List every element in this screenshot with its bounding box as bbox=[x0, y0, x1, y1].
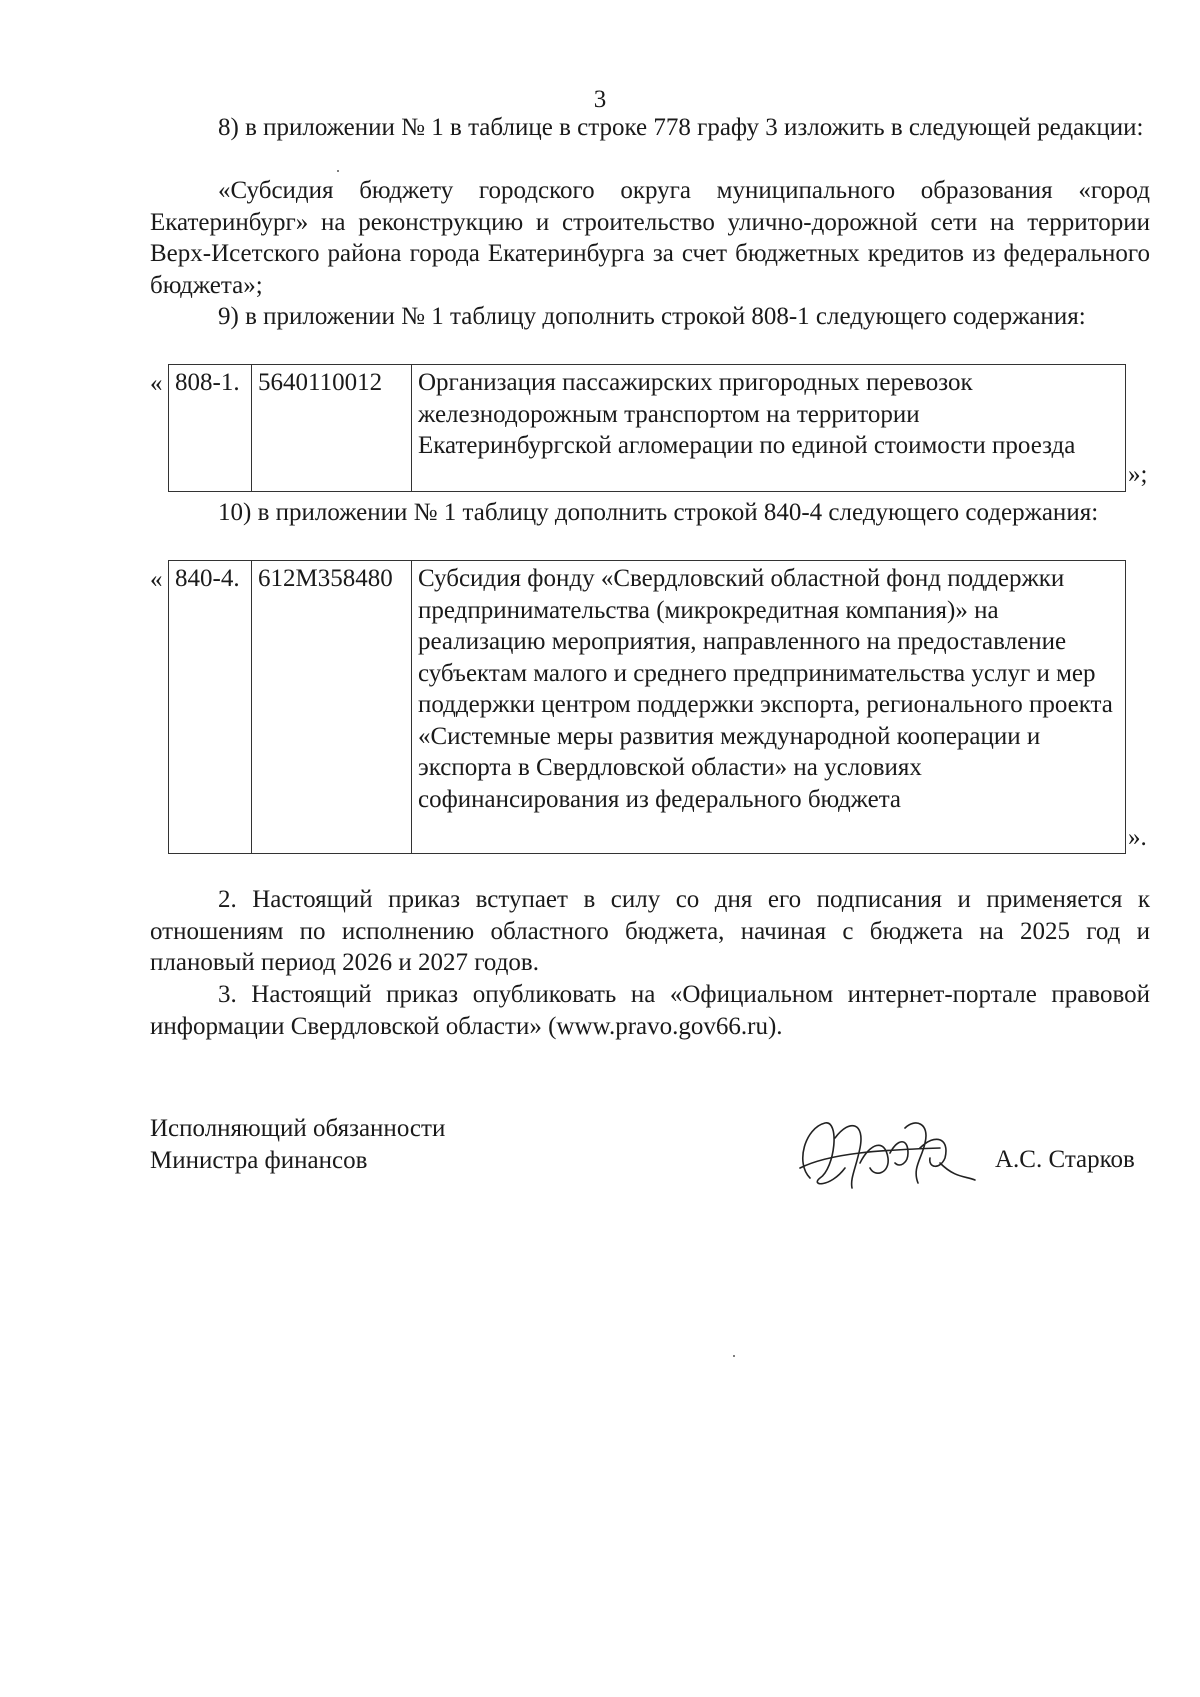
page-number: 3 bbox=[593, 86, 607, 113]
item10-intro: 10) в приложении № 1 таблицу дополнить строкой 840-4 следующего содержания: bbox=[218, 499, 1099, 526]
item9-intro: 9) в приложении № 1 таблицу дополнить строкой 808-1 следующего содержания: bbox=[218, 303, 1086, 330]
position-line-2: Министра финансов bbox=[150, 1147, 368, 1174]
row-code-cell: 5640110012 bbox=[252, 365, 412, 492]
signatory-name: А.С. Старков bbox=[995, 1146, 1135, 1173]
table-row bbox=[169, 365, 1126, 492]
position-line-1: Исполняющий обязанности bbox=[150, 1115, 446, 1142]
item9-table bbox=[168, 364, 1126, 492]
row-text-cell: Организация пассажирских пригородных перевозок железнодорожным транспортом на территории Екатеринбургской агломерации по единой стоимости проезда bbox=[412, 365, 1126, 492]
table-row bbox=[169, 561, 1126, 854]
row-text-cell: Субсидия фонду «Свердловский областной фонд поддержки предпринимательства (микрокредитная компания)» на реализацию мероприятия, направленного на предоставление субъектам малого и среднего предпринимательства услуг и мер поддержки центром поддержки экспорта, регионального проекта «Системные меры развития международной кооперации и экспорта в Свердловской области» на условиях софинансирования из федерального бюджета bbox=[412, 561, 1126, 854]
item9-close-quote: »; bbox=[1128, 461, 1148, 488]
item10-open-quote: « bbox=[150, 566, 163, 593]
item10-close-quote: ». bbox=[1128, 824, 1147, 851]
signatory-position bbox=[150, 1113, 445, 1177]
row-number-cell: 808-1. bbox=[169, 365, 252, 492]
item9-open-quote: « bbox=[150, 370, 163, 397]
item8-intro: 8) в приложении № 1 в таблице в строке 778 графу 3 изложить в следующей редакции: bbox=[218, 114, 1144, 141]
item8-quote: «Субсидия бюджету городского округа муниципального образования «город Екатеринбург» на реконструкцию и строительство улично-дорожной сети на территории Верх-Исетского района города Екатеринбурга за счет бюджетных кредитов из федерального бюджета»; bbox=[150, 177, 1150, 299]
scan-speck bbox=[337, 170, 339, 172]
row-number-cell: 840-4. bbox=[169, 561, 252, 854]
row-code-cell: 612М358480 bbox=[252, 561, 412, 854]
point-2: 2. Настоящий приказ вступает в силу со дня его подписания и применяется к отношениям по исполнению областного бюджета, начиная с бюджета на 2025 год и плановый период 2026 и 2027 годов. bbox=[150, 886, 1150, 976]
scan-speck bbox=[733, 1355, 735, 1357]
point-3: 3. Настоящий приказ опубликовать на «Официальном интернет-портале правовой информации Свердловской области» (www.pravo.gov66.ru). bbox=[150, 981, 1150, 1040]
item10-table bbox=[168, 560, 1126, 854]
handwritten-signature bbox=[790, 1108, 980, 1198]
